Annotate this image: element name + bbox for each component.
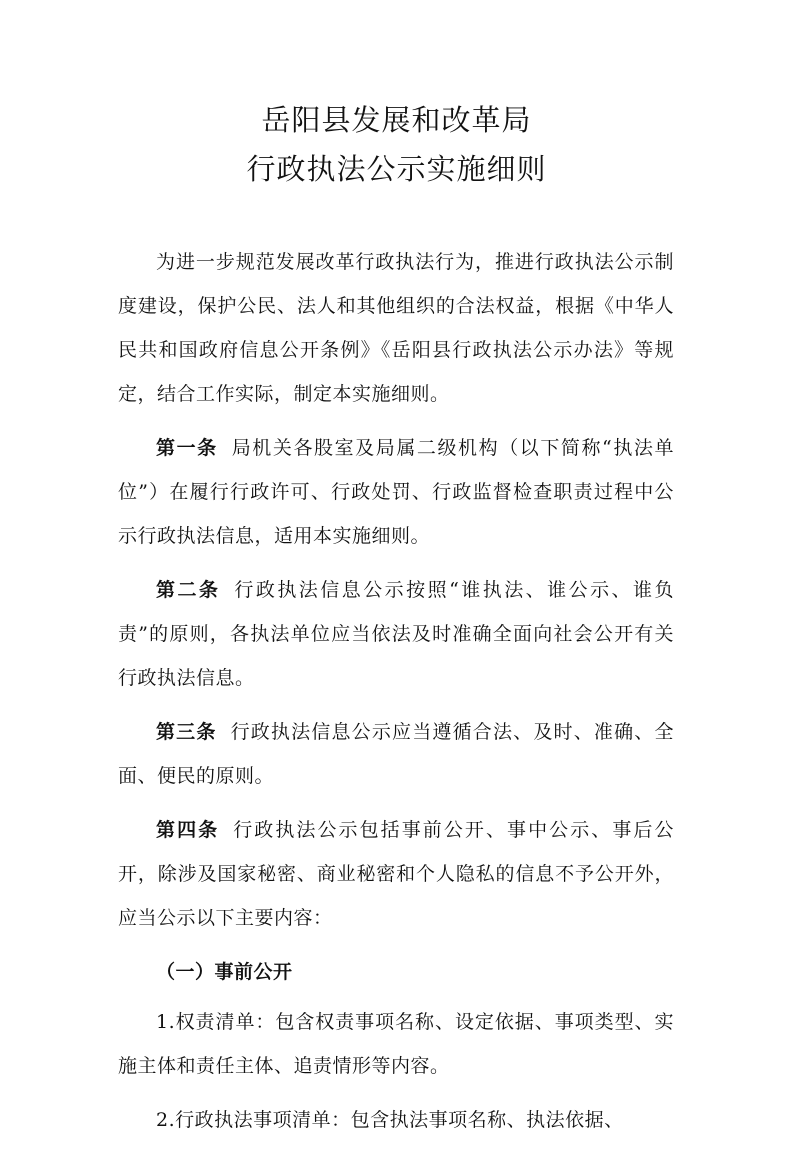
article-1-text: 局机关各股室及局属二级机构（以下简称“执法单位”）在履行行政许可、行政处罚、行政监督检查职责过程中公示行政执法信息，适用本实施细则。 — [118, 437, 674, 547]
article-3-label: 第三条 — [156, 721, 217, 743]
document-title-line1: 岳阳县发展和改革局 — [261, 103, 532, 137]
article-2 — [118, 568, 674, 700]
list-item-1: 1.权责清单：包含权责事项名称、设定依据、事项类型、实施主体和责任主体、追责情形等内容。 — [118, 1011, 674, 1077]
article-1 — [118, 426, 674, 558]
article-3-text: 行政执法信息公示应当遵循合法、及时、准确、全面、便民的原则。 — [118, 721, 674, 787]
article-3 — [118, 710, 674, 798]
article-2-label: 第二条 — [156, 579, 221, 601]
article-2-text: 行政执法信息公示按照“谁执法、谁公示、谁负责”的原则，各执法单位应当依法及时准确全面向社会公开有关行政执法信息。 — [118, 579, 674, 689]
article-4-label: 第四条 — [156, 819, 220, 841]
document-body — [118, 240, 674, 1152]
article-1-label: 第一条 — [156, 437, 218, 459]
document-title-line2: 行政执法公示实施细则 — [246, 152, 547, 186]
section-heading: （一）事前公开 — [156, 961, 293, 983]
preamble-paragraph: 为进一步规范发展改革行政执法行为，推进行政执法公示制度建设，保护公民、法人和其他组织的合法权益，根据《中华人民共和国政府信息公开条例》《岳阳县行政执法公示办法》等规定，结合工作实际，制定本实施细则。 — [118, 251, 674, 405]
article-4-text: 行政执法公示包括事前公开、事中公示、事后公开，除涉及国家秘密、商业秘密和个人隐私的信息不予公开外，应当公示以下主要内容： — [118, 819, 674, 929]
article-4 — [118, 808, 674, 940]
list-item-2: 2.行政执法事项清单：包含执法事项名称、执法依据、 — [156, 1109, 624, 1131]
